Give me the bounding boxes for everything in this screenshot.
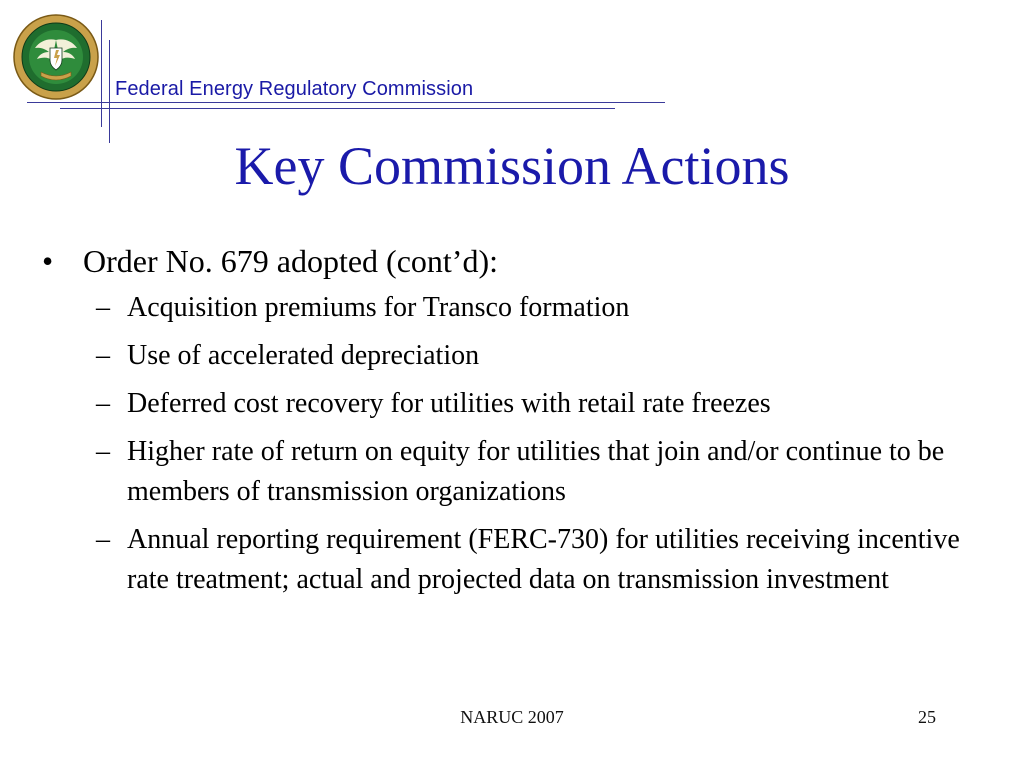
dash-icon: – [96,436,110,467]
header-rule-top [27,102,665,103]
dash-icon: – [96,292,110,323]
sub-bullet-item [40,384,1000,424]
sub-bullet-item [40,432,1000,512]
sub-bullet-text: Use of accelerated depreciation [127,340,480,371]
slide-title: Key Commission Actions [234,136,790,196]
header-rule-left [101,20,102,127]
sub-bullet-text: Deferred cost recovery for utilities with retail rate freezes [127,388,771,419]
sub-bullet-item [40,520,1000,600]
slide-content [40,240,1000,608]
agency-name: Federal Energy Regulatory Commission [115,78,474,100]
dash-icon: – [96,340,110,371]
sub-bullet-item [40,336,1000,376]
bullet-icon: • [42,243,54,279]
page-number: 25 [918,707,936,727]
bullet-text: Order No. 679 adopted (cont’d): [83,243,498,279]
bullet-item [40,240,1000,282]
footer-event: NARUC 2007 [460,707,564,727]
dash-icon: – [96,524,110,555]
dash-icon: – [96,388,110,419]
header-rule-right [109,40,110,143]
sub-bullet-text: Higher rate of return on equity for utilities that join and/or continue to be members of transmission organizations [127,436,945,507]
sub-bullet-text: Acquisition premiums for Transco formation [127,292,630,323]
sub-bullet-text: Annual reporting requirement (FERC-730) for utilities receiving incentive rate treatment; actual and projected data on transmission investment [127,524,960,595]
sub-bullet-item [40,288,1000,328]
header-rule-bottom [60,108,615,109]
ferc-seal-icon [13,14,99,100]
